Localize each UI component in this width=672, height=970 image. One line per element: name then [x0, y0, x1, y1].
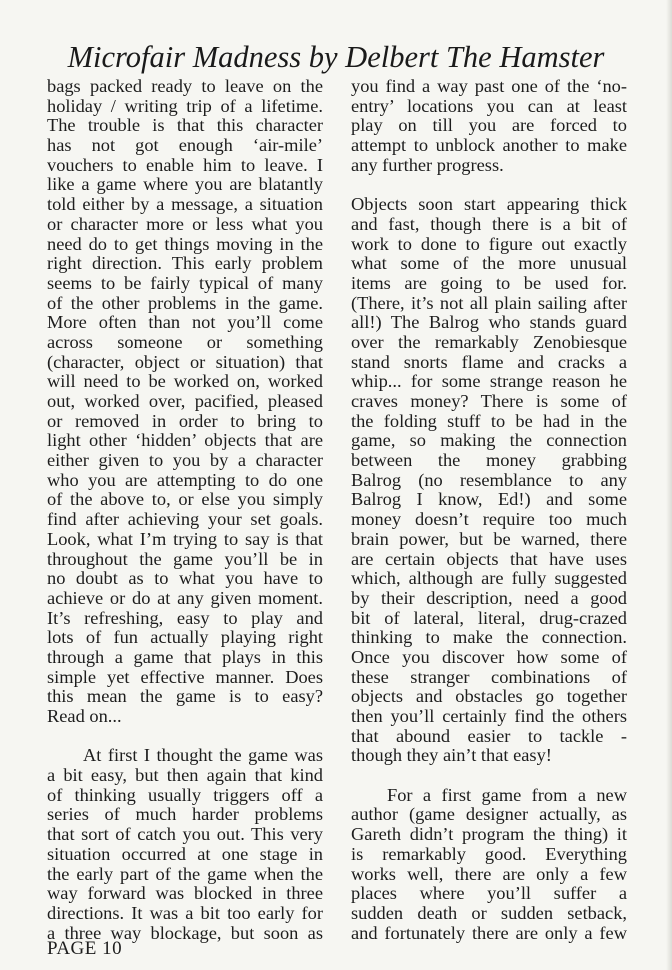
text-line: whip... for some strange reason he	[351, 371, 627, 392]
text-line: Objects soon start appearing thick	[351, 194, 627, 215]
text-line: through a game that plays in this	[47, 646, 323, 667]
text-line: and fast, though there is a bit of	[351, 213, 627, 234]
text-line: all!) The Balrog who stands guard	[351, 312, 627, 333]
text-line: this mean the game is to easy?	[47, 686, 323, 707]
text-line: objects and obstacles go together	[351, 686, 627, 707]
text-line: seems to be fairly typical of many	[47, 272, 323, 293]
text-line: stand snorts flame and cracks a	[351, 351, 627, 372]
text-line: which, although are fully suggested	[351, 568, 627, 589]
text-line: right direction. This early problem	[47, 253, 323, 274]
text-line: Balrog I know, Ed!) and some	[351, 489, 627, 510]
text-line: series of much harder problems	[47, 804, 323, 825]
text-line: More often than not you’ll come	[47, 312, 323, 333]
text-line: of the above to, or else you simply	[47, 489, 323, 510]
text-line: author (game designer actually, as	[351, 804, 627, 825]
text-line: play on till you are forced to	[351, 115, 627, 136]
text-line: Read on...	[47, 706, 122, 726]
text-line: find after achieving your set goals.	[47, 509, 323, 530]
text-line: entry’ locations you can at least	[351, 95, 627, 116]
text-line: told either by a message, a situation	[47, 194, 323, 215]
text-line: works well, there are only a few	[351, 863, 627, 884]
text-line: that sort of catch you out. This very	[47, 824, 323, 845]
text-line: the early part of the game when the	[47, 863, 323, 884]
text-line: Gareth didn’t program the thing) it	[351, 824, 627, 845]
text-line: who you are attempting to do one	[47, 469, 323, 490]
text-line: places where you’ll suffer a	[351, 883, 627, 904]
text-line: by their description, need a good	[351, 587, 627, 608]
text-line: vouchers to enable him to leave. I	[47, 154, 323, 175]
text-line: situation occurred at one stage in	[47, 843, 323, 864]
text-line: (There, it’s not all plain sailing after	[351, 292, 627, 313]
text-line: that abound easier to tackle -	[351, 725, 627, 746]
paragraph-gap	[351, 766, 627, 786]
text-line: It’s refreshing, easy to play and	[47, 607, 323, 628]
text-line: At first I thought the game was	[83, 745, 323, 766]
text-line: is remarkably good. Everything	[351, 843, 627, 864]
text-line: are certain objects that have uses	[351, 548, 627, 569]
text-line: the folding stuff to be had in the	[351, 410, 627, 431]
text-line: you find a way past one of the ‘no-	[351, 76, 627, 96]
text-line: across someone or something	[47, 331, 323, 352]
text-line: out, worked over, pacified, pleased	[47, 391, 323, 411]
text-line: directions. It was a bit too early for	[47, 902, 323, 923]
text-line: bags packed ready to leave on the	[47, 76, 323, 96]
paragraph-gap	[47, 727, 323, 747]
text-line: of the other problems in the game.	[47, 292, 323, 313]
text-line: a bit easy, but then again that kind	[47, 765, 323, 786]
text-line: Once you discover how some of	[351, 646, 627, 667]
text-line: holiday / writing trip of a lifetime.	[47, 95, 323, 116]
paragraph	[351, 77, 627, 175]
paragraph	[351, 195, 627, 766]
page-number: PAGE 10	[47, 938, 123, 959]
text-line: lots of fun actually playing right	[47, 627, 323, 648]
text-line: craves money? There is some of	[351, 391, 627, 411]
text-line: any further progress.	[351, 154, 504, 175]
text-line: items are going to be used for.	[351, 272, 627, 293]
text-line: thinking to make the connection.	[351, 627, 627, 648]
text-line: has not got enough ‘air-mile’	[47, 135, 323, 156]
text-line: light other ‘hidden’ objects that are	[47, 430, 323, 451]
paragraph	[47, 77, 323, 727]
text-line: brain power, but be warned, there	[351, 528, 627, 549]
text-line: then you’ll certainly find the others	[351, 706, 627, 726]
text-line: way forward was blocked in three	[47, 883, 323, 904]
page-edge-shadow	[666, 0, 672, 970]
text-line: achieve or do at any given moment.	[47, 587, 323, 608]
text-line: and fortunately there are only a few	[351, 922, 627, 943]
text-line: or removed in order to bring to	[47, 410, 323, 431]
article-column-right	[351, 77, 627, 943]
text-line: For a first game from a new	[387, 784, 627, 805]
paragraph	[47, 746, 323, 943]
text-line: like a game where you are blatantly	[47, 174, 323, 195]
text-line: simple yet effective manner. Does	[47, 666, 323, 687]
paragraph-gap	[351, 175, 627, 195]
text-line: or character more or less what you	[47, 213, 323, 234]
text-line: will need to be worked on, worked	[47, 371, 323, 392]
text-line: either given to you by a character	[47, 450, 323, 471]
text-line: Balrog (no resemblance to any	[351, 469, 627, 490]
article-column-left	[47, 77, 323, 943]
text-line: attempt to unblock another to make	[351, 135, 627, 156]
text-line: sudden death or sudden setback,	[351, 902, 627, 923]
text-line: need do to get things moving in the	[47, 233, 323, 254]
text-line: game, so making the connection	[351, 430, 627, 451]
paragraph	[351, 786, 627, 944]
text-line: what some of the more unusual	[351, 253, 627, 274]
text-line: though they ain’t that easy!	[351, 745, 552, 766]
text-line: bit of lateral, literal, drug-crazed	[351, 607, 627, 628]
text-line: The trouble is that this character	[47, 115, 323, 136]
text-line: a three way blockage, but soon as	[47, 922, 323, 943]
text-line: of thinking usually triggers off a	[47, 784, 323, 805]
article-title: Microfair Madness by Delbert The Hamster	[67, 40, 605, 74]
text-line: these stranger combinations of	[351, 666, 627, 687]
text-line: over the remarkably Zenobiesque	[351, 331, 627, 352]
text-line: between the money grabbing	[351, 450, 627, 471]
text-line: throughout the game you’ll be in	[47, 548, 323, 569]
text-line: no doubt as to what you have to	[47, 568, 323, 589]
text-line: work to done to figure out exactly	[351, 233, 627, 254]
text-line: money doesn’t require too much	[351, 509, 627, 530]
text-line: Look, what I’m trying to say is that	[47, 528, 323, 549]
text-line: (character, object or situation) that	[47, 351, 323, 372]
